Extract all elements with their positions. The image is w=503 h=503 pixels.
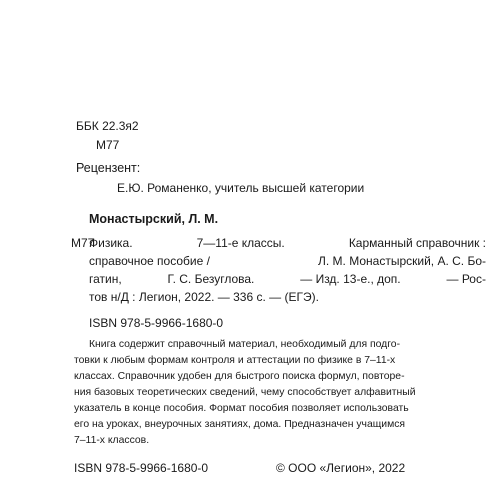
author-heading: Монастырский, Л. М. (89, 212, 219, 226)
annotation-line-6: его на уроках, внеурочных занятиях, дома. Предназначен учащимся (74, 419, 406, 430)
annotation-line-7: 7–11-х классов. (74, 435, 150, 446)
bbk-index: ББК 22.3я2 (76, 119, 139, 133)
annotation-line-2: товки к любым формам контроля и аттестации по физике в 7–11-х (74, 355, 396, 366)
annotation-line-1-text: Книга содержит справочный материал, необходимый для подго- (89, 339, 401, 350)
bib-line-3 (89, 273, 486, 285)
bib-line-1-part-2: 7—11-е классы. (196, 236, 285, 250)
isbn-bottom: ISBN 978-5-9966-1680-0 (74, 461, 209, 475)
copyright-notice: © ООО «Легион», 2022 (276, 461, 406, 475)
author-mark: М77 (96, 138, 120, 152)
bib-line-3-part-2: Г. С. Безуглова. (167, 272, 255, 286)
bib-line-1 (89, 237, 486, 249)
annotation-line-5: указатель в конце пособия. Формат пособия позволяет использовать (74, 403, 409, 414)
annotation-line-3: классах. Справочник удобен для быстрого поиска формул, повторе- (74, 371, 405, 382)
annotation-line-1 (89, 340, 486, 350)
bib-line-1-part-1: Физика. (89, 236, 133, 250)
bib-line-2-part-2: Л. М. Монастырский, А. С. Бо- (318, 254, 486, 268)
bibliographic-mark: М77 (71, 236, 95, 250)
bib-line-3-part-4: — Рос- (446, 272, 486, 286)
isbn-top: ISBN 978-5-9966-1680-0 (89, 316, 224, 330)
bib-line-2 (89, 255, 486, 267)
reviewer-label: Рецензент: (76, 161, 141, 175)
bib-line-4: тов н/Д : Легион, 2022. — 336 с. — (ЕГЭ). (89, 290, 319, 304)
bib-line-3-part-1: гатин, (89, 272, 122, 286)
annotation-line-4: ния базовых теоретических сведений, чему способствует алфавитный (74, 387, 416, 398)
bib-line-2-part-1: справочное пособие / (89, 254, 210, 268)
reviewer-name: Е.Ю. Романенко, учитель высшей категории (117, 181, 365, 195)
bib-line-1-part-3: Карманный справочник : (348, 236, 486, 250)
bib-line-3-part-3: — Изд. 13-е., доп. (300, 272, 401, 286)
